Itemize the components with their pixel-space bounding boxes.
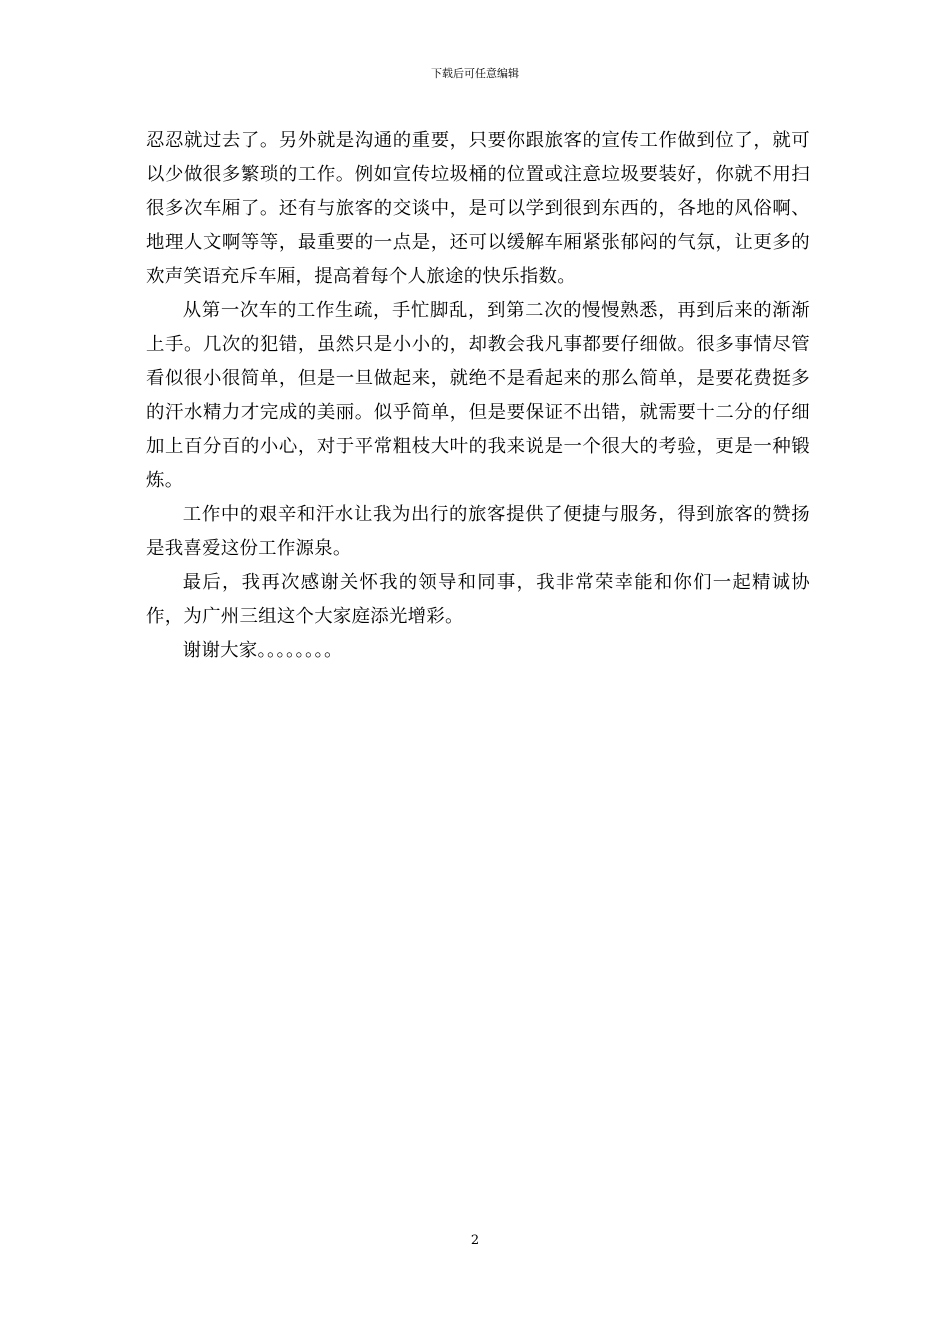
- paragraph-continuation: 忍忍就过去了。另外就是沟通的重要，只要你跟旅客的宣传工作做到位了，就可以少做很多繁琐的工作。例如宣传垃圾桶的位置或注意垃圾要装好，你就不用扫很多次车厢了。还有与旅客的交谈中，是可以学到很到东西的，各地的风俗啊、地理人文啊等等，最重要的一点是，还可以缓解车厢紧张郁闷的气氛，让更多的欢声笑语充斥车厢，提高着每个人旅途的快乐指数。: [146, 130, 810, 287]
- paragraph-thanks: 最后，我再次感谢关怀我的领导和同事，我非常荣幸能和你们一起精诚协作，为广州三组这个大家庭添光增彩。: [146, 572, 810, 627]
- paragraph-learning: 从第一次车的工作生疏，手忙脚乱，到第二次的慢慢熟悉，再到后来的渐渐上手。几次的犯错，虽然只是小小的，却教会我凡事都要仔细做。很多事情尽管看似很小很简单，但是一旦做起来，就绝不是看起来的那么简单，是要花费挺多的汗水精力才完成的美丽。似乎简单，但是要保证不出错，就需要十二分的仔细加上百分百的小心，对于平常粗枝大叶的我来说是一个很大的考验，更是一种锻炼。: [146, 300, 810, 491]
- page-header: 下载后可任意编辑: [431, 67, 519, 80]
- page-number: 2: [470, 1233, 480, 1248]
- paragraph-closing: 谢谢大家。。。。。。。。: [182, 640, 343, 661]
- document-body: [146, 124, 810, 668]
- paragraph-hardship: 工作中的艰辛和汗水让我为出行的旅客提供了便捷与服务，得到旅客的赞扬是我喜爱这份工作源泉。: [146, 504, 810, 559]
